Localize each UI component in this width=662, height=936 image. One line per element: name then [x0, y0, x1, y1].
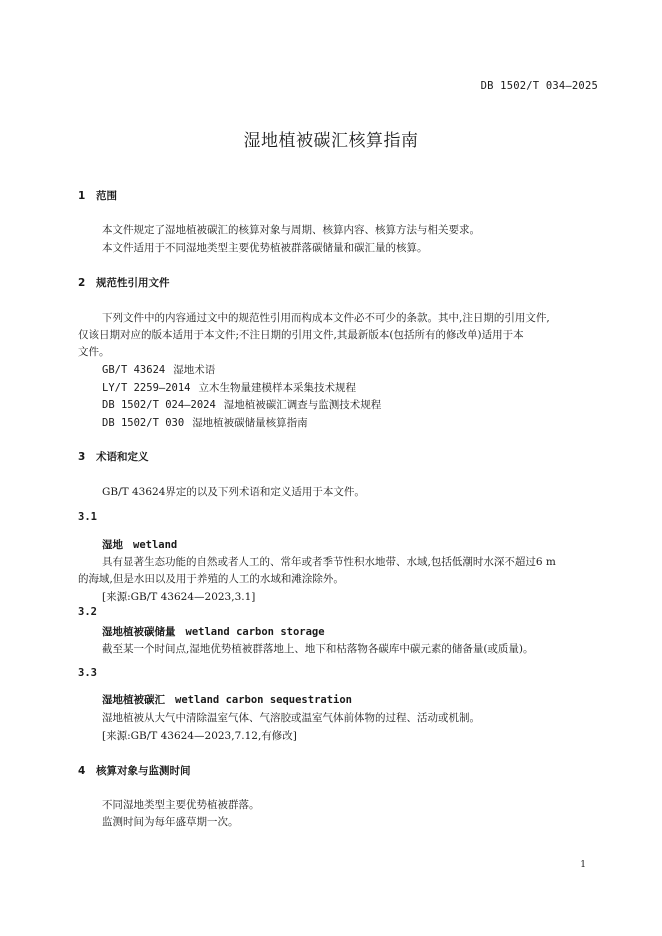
term-english: wetland: [133, 539, 178, 551]
section-heading-terms-definitions: [78, 449, 149, 464]
section-number: 1: [78, 190, 86, 202]
reference-title: 立木生物量建模样本采集技术规程: [198, 382, 357, 394]
paragraph: 本文件适用于不同湿地类型主要优势植被群落碳储量和碳汇量的核算。: [102, 242, 428, 254]
term-heading: [102, 624, 325, 639]
term-definition: 截至某一个时间点,湿地优势植被群落地上、地下和枯落物各碳库中碳元素的储备量(或质量)。: [102, 643, 534, 655]
reference-title: 湿地植被碳汇调查与监测技术规程: [223, 399, 382, 411]
reference-code: GB/T 43624: [102, 364, 166, 376]
term-chinese: 湿地: [102, 539, 123, 551]
section-number: 2: [78, 277, 86, 289]
document-code: DB 1502/T 034—2025: [480, 80, 598, 92]
reference-item: [102, 415, 308, 430]
reference-item: [102, 380, 356, 395]
term-heading: [102, 692, 352, 707]
term-english: wetland carbon sequestration: [175, 694, 353, 706]
reference-title: 湿地植被碳储量核算指南: [192, 417, 308, 429]
paragraph: 本文件规定了湿地植被碳汇的核算对象与周期、核算内容、核算方法与相关要求。: [102, 224, 480, 236]
reference-title: 湿地术语: [173, 364, 216, 376]
term-chinese: 湿地植被碳汇: [102, 694, 165, 706]
section-title: 规范性引用文件: [96, 277, 170, 289]
reference-item: [102, 397, 381, 412]
term-definition-continuation: 的海域,但是水田以及用于养殖的人工的水域和滩涂除外。: [78, 573, 344, 585]
section-number: 3: [78, 451, 86, 463]
paragraph-continuation: 仅该日期对应的版本适用于本文件;不注日期的引用文件,其最新版本(包括所有的修改单)适用于本: [78, 329, 524, 341]
term-number: 3.3: [78, 667, 97, 679]
term-source: [来源:GB/T 43624—2023,3.1]: [102, 591, 256, 603]
reference-code: LY/T 2259—2014: [102, 382, 191, 394]
term-number: 3.2: [78, 606, 97, 618]
paragraph: 下列文件中的内容通过文中的规范性引用而构成本文件必不可少的条款。其中,注日期的引用文件,: [102, 312, 550, 324]
term-heading: [102, 537, 177, 552]
document-title: 湿地植被碳汇核算指南: [243, 131, 419, 151]
term-chinese: 湿地植被碳储量: [102, 626, 176, 638]
paragraph: 监测时间为每年盛草期一次。: [102, 816, 239, 828]
section-title: 术语和定义: [96, 451, 149, 463]
term-number: 3.1: [78, 511, 97, 523]
paragraph-continuation: 文件。: [78, 346, 110, 358]
term-definition: 湿地植被从大气中清除温室气体、气溶胶或温室气体前体物的过程、活动或机制。: [102, 712, 480, 724]
section-heading-accounting-object: [78, 763, 191, 778]
paragraph: GB/T 43624界定的以及下列术语和定义适用于本文件。: [102, 486, 365, 498]
reference-code: DB 1502/T 030: [102, 417, 185, 429]
section-title: 核算对象与监测时间: [96, 765, 191, 777]
reference-code: DB 1502/T 024—2024: [102, 399, 216, 411]
section-heading-scope: [78, 188, 117, 203]
section-number: 4: [78, 765, 86, 777]
term-definition: 具有显著生态功能的自然或者人工的、常年或者季节性积水地带、水域,包括低潮时水深不超过6 m: [102, 556, 556, 568]
term-english: wetland carbon storage: [185, 626, 325, 638]
paragraph: 不同湿地类型主要优势植被群落。: [102, 799, 260, 811]
term-source: [来源:GB/T 43624—2023,7.12,有修改]: [102, 730, 297, 742]
reference-item: [102, 362, 215, 377]
section-heading-normative-references: [78, 275, 170, 290]
section-title: 范围: [96, 190, 117, 202]
page-number: 1: [580, 860, 586, 870]
